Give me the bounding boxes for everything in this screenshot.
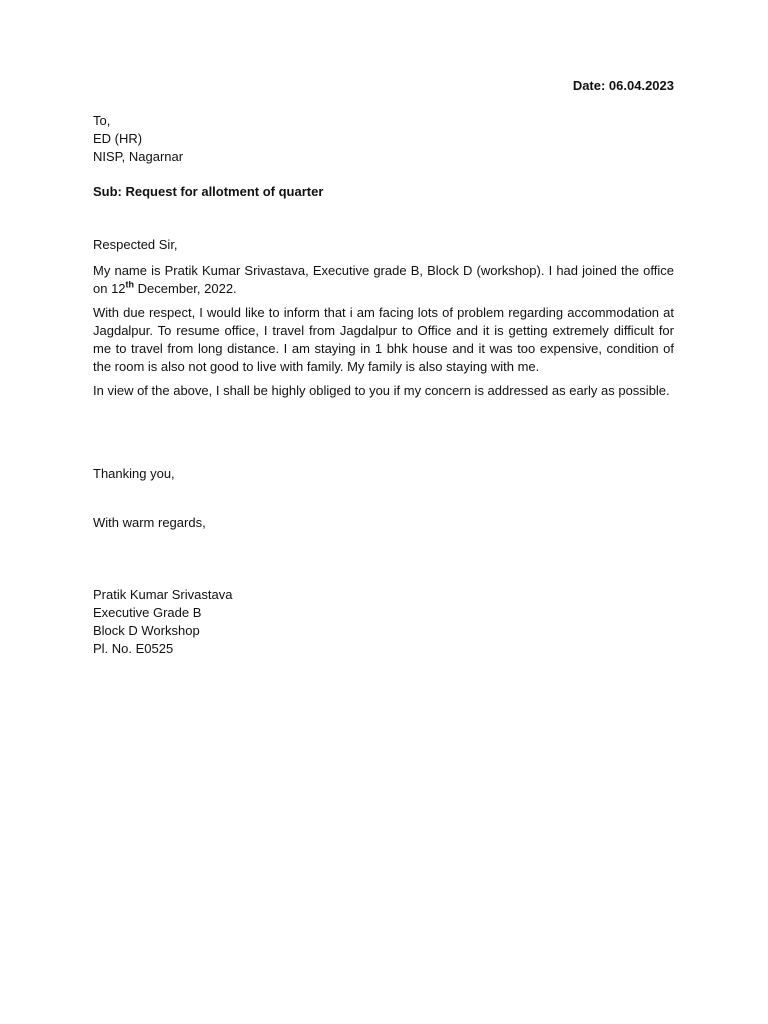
paragraph-intro-start: My name is Pratik Kumar Srivastava, Executive grade B, Block D (workshop). I had joined the office on 12 [93, 263, 674, 296]
sender-name: Pratik Kumar Srivastava [93, 587, 233, 602]
recipient-address [93, 112, 183, 166]
paragraph-request: In view of the above, I shall be highly obliged to you if my concern is addressed as early as possible. [93, 383, 670, 398]
address-to: To, [93, 113, 111, 128]
paragraph-intro-end: December, 2022. [134, 281, 237, 296]
address-recipient: ED (HR) [93, 131, 143, 146]
letter-body [93, 236, 674, 406]
closing-thanks: Thanking you, [93, 466, 175, 481]
closing-regards: With warm regards, [93, 515, 206, 530]
address-org: NISP, Nagarnar [93, 149, 184, 164]
ordinal-suffix: th [125, 279, 135, 290]
paragraph-problem: With due respect, I would like to inform that i am facing lots of problem regarding accommodation at Jagdalpur. To resume office, I travel from Jagdalpur to Office and it is getting extremely difficult for me to travel from long distance. I am staying in 1 bhk house and it was too expensive, condition of the room is also not good to live with family. My family is also staying with me. [93, 305, 674, 374]
sender-grade: Executive Grade B [93, 605, 202, 620]
sender-block [93, 586, 232, 658]
sender-personnel-number: Pl. No. E0525 [93, 641, 174, 656]
letter-subject: Sub: Request for allotment of quarter [93, 184, 324, 199]
paragraph-intro [93, 262, 674, 298]
sender-department: Block D Workshop [93, 623, 200, 638]
salutation: Respected Sir, [93, 237, 178, 252]
letter-date: Date: 06.04.2023 [572, 78, 674, 93]
